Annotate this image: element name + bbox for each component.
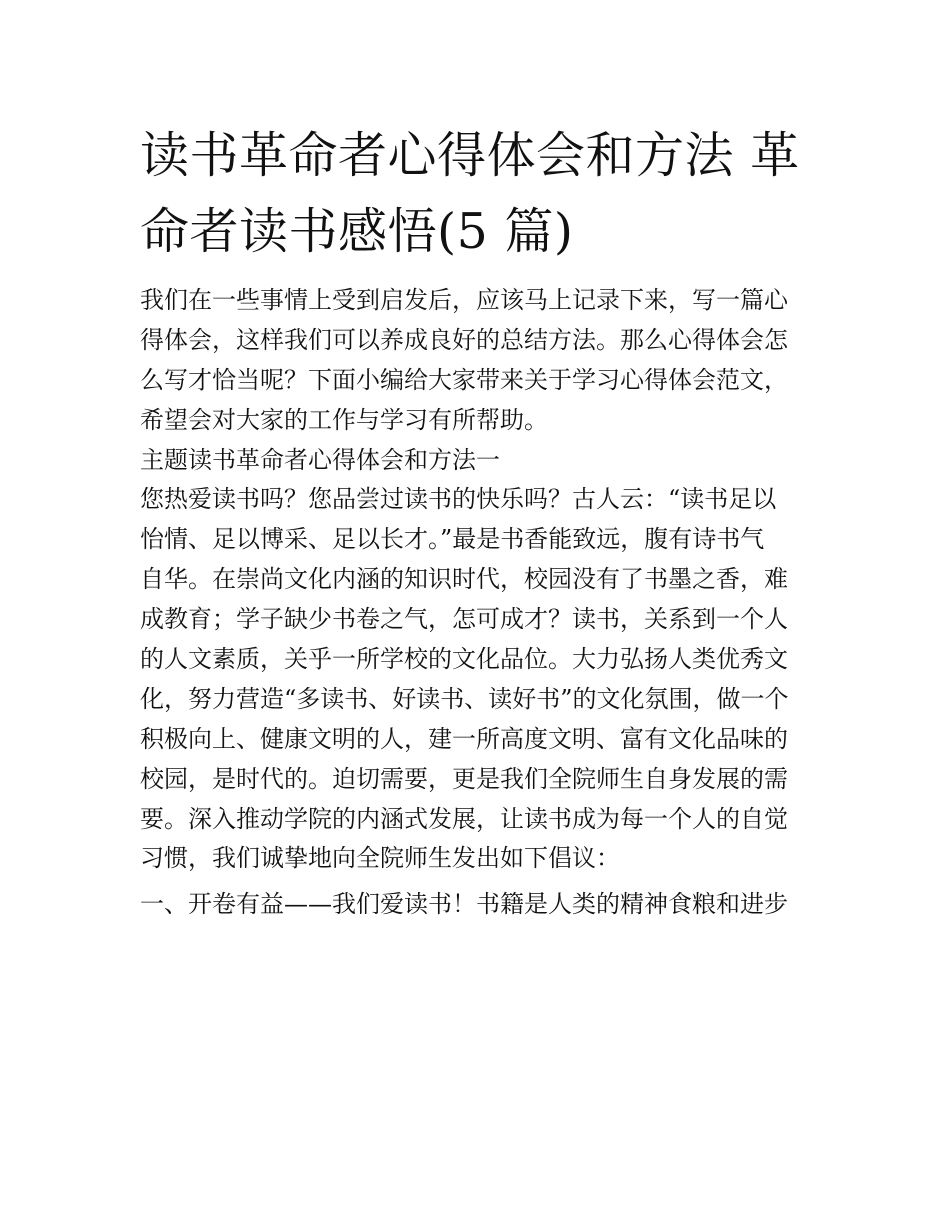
intro-line: 么写才恰当呢？下面小编给大家带来关于学习心得体会范文， [140, 365, 788, 394]
section-heading: 主题读书革命者心得体会和方法一 [140, 445, 500, 474]
body-line: 校园，是时代的。迫切需要，更是我们全院师生自身发展的需 [140, 764, 788, 793]
body-line: 您热爱读书吗？您品尝过读书的快乐吗？古人云：“读书足以 [140, 485, 777, 514]
document-body [140, 281, 820, 925]
body-line: 成教育；学子缺少书卷之气，怎可成才？读书，关系到一个人 [140, 605, 788, 634]
intro-line: 得体会，这样我们可以养成良好的总结方法。那么心得体会怎 [140, 325, 788, 354]
body-line: 要。深入推动学院的内涵式发展，让读书成为每一个人的自觉 [140, 804, 788, 833]
intro-line: 希望会对大家的工作与学习有所帮助。 [140, 405, 548, 434]
body-line: 习惯，我们诚挚地向全院师生发出如下倡议： [140, 844, 620, 873]
body-line: 化，努力营造“多读书、好读书、读好书”的文化氛围，做一个 [140, 684, 789, 713]
title-line: 读书革命者心得体会和方法 革 [140, 127, 800, 184]
body-line: 怡情、足以博采、足以长才。”最是书香能致远，腹有诗书气 [140, 525, 765, 554]
body-line: 自华。在崇尚文化内涵的知识时代，校园没有了书墨之香，难 [140, 565, 788, 594]
body-line: 的人文素质，关乎一所学校的文化品位。大力弘扬人类优秀文 [140, 645, 788, 674]
document-title [140, 118, 810, 270]
title-line: 命者读书感悟(5 篇) [140, 203, 574, 260]
list-item-one: 一、开卷有益——我们爱读书！书籍是人类的精神食粮和进步 [140, 889, 788, 918]
body-line: 积极向上、健康文明的人，建一所高度文明、富有文化品味的 [140, 724, 788, 753]
intro-line: 我们在一些事情上受到启发后，应该马上记录下来，写一篇心 [140, 286, 788, 314]
